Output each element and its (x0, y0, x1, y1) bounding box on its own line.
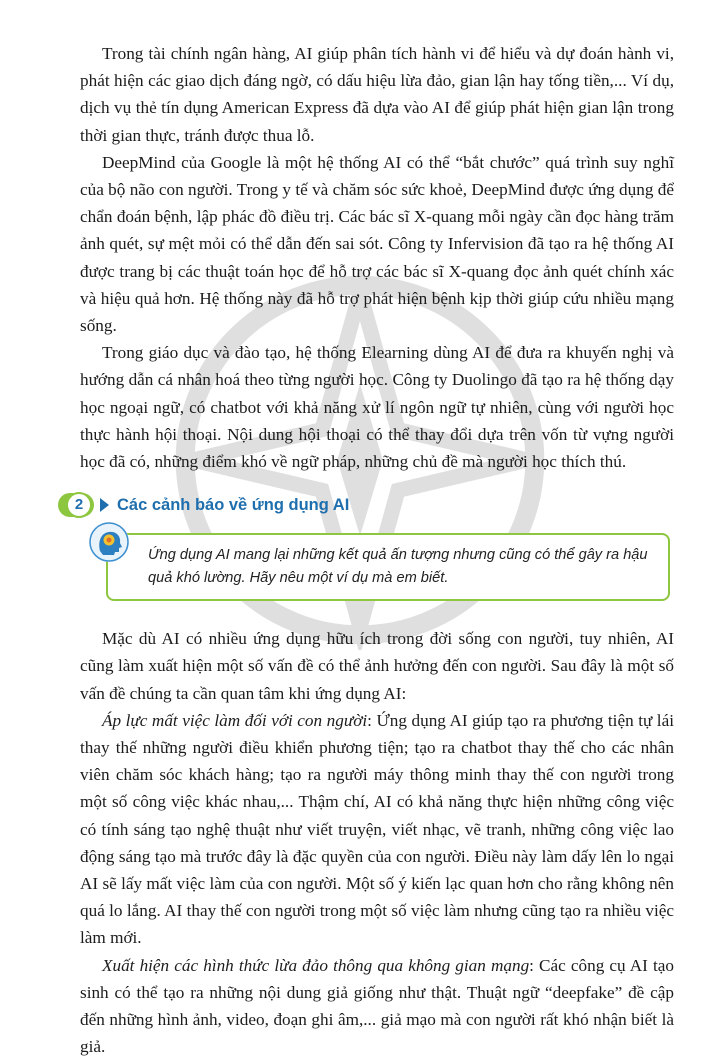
callout-question-text: Ứng dụng AI mang lại những kết quả ấn tượng nhưng cũng có thể gây ra hậu quả khó lường. Hãy nêu một ví dụ mà em biết. (148, 547, 648, 587)
point-body-fraud: : Các công cụ AI tạo sinh có thể tạo ra những nội dung giả giống như thật. Thuật ngữ “deepfake” đề cập đến những hình ảnh, video, đoạn ghi âm,... giả mạo mà con người rất khó nhận biết là giả. (80, 955, 674, 1057)
head-brain-icon (88, 521, 130, 563)
paragraph-intro: Mặc dù AI có nhiều ứng dụng hữu ích trong đời sống con người, tuy nhiên, AI cũng làm xuất hiện một số vấn đề có thể ảnh hưởng đến con người. Sau đây là một số vấn đề chúng ta cần quan tâm khi ứng dụng AI: (80, 629, 674, 703)
arrow-right-icon (100, 498, 109, 512)
section-title: Các cảnh báo về ứng dụng AI (117, 495, 350, 514)
section-number: 2 (66, 492, 92, 518)
point-body-job: : Ứng dụng AI giúp tạo ra phương tiện tự lái thay thế những người điều khiển phương tiện; tạo ra chatbot thay thế cho các nhân viên chăm sóc khách hàng; tạo ra người máy thông minh thay thế con người trong một số công việc khác nhau,... Thậm chí, AI có khả năng thực hiện những công việc có tính sáng tạo nghệ thuật như viết truyện, viết nhạc, vẽ tranh, những công việc lao động sáng tạo mà trước đây là đặc quyền của con người. Điều này làm dấy lên lo ngại AI sẽ lấy mất việc làm của con người. Một số ý kiến lạc quan hơn cho rằng không nên quá lo lắng. AI thay thế con người trong một số việc làm nhưng cũng tạo ra nhiều việc làm mới. (80, 710, 674, 948)
question-callout (106, 533, 670, 601)
paragraph-job-pressure (80, 707, 674, 952)
paragraph-healthcare: DeepMind của Google là một hệ thống AI có thể “bắt chước” quá trình suy nghĩ của bộ não con người. Trong y tế và chăm sóc sức khoẻ, DeepMind được ứng dụng để chẩn đoán bệnh, lập phác đồ điều trị. Các bác sĩ X-quang mỗi ngày cần đọc hàng trăm ảnh quét, sự mệt mỏi có thể dẫn đến sai sót. Công ty Infervision đã tạo ra hệ thống AI được trang bị các thuật toán học để hỗ trợ các bác sĩ X-quang đọc ảnh quét chính xác và hiệu quả hơn. Hệ thống này đã hỗ trợ phát hiện bệnh kịp thời giúp cứu nhiều mạng sống. (80, 152, 674, 336)
section-number-badge (58, 492, 98, 518)
section-heading (58, 489, 674, 521)
paragraph-fraud (80, 952, 674, 1061)
paragraph-banking: Trong tài chính ngân hàng, AI giúp phân tích hành vi để hiểu và dự đoán hành vi, phát hiện các giao dịch đáng ngờ, có dấu hiệu lừa đảo, gian lận hay tống tiền,... Ví dụ, dịch vụ thẻ tín dụng American Express đã dựa vào AI để giúp phát hiện gian lận trong thời gian thực, tránh được thua lỗ. (80, 44, 674, 145)
paragraph-education: Trong giáo dục và đào tạo, hệ thống Elearning dùng AI để đưa ra khuyến nghị và hướng dẫn cá nhân hoá theo từng người học. Công ty Duolingo đã tạo ra hệ thống dạy học ngoại ngữ, có chatbot với khả năng xử lí ngôn ngữ tự nhiên, cùng với người học thực hành hội thoại. Nội dung hội thoại có thể thay đổi dựa trên vốn từ vựng người học đã có, những điểm khó về ngữ pháp, những chủ đề mà người học thích thú. (80, 343, 674, 472)
point-lead-job: Áp lực mất việc làm đối với con người (102, 710, 368, 730)
textbook-page (74, 40, 674, 1061)
point-lead-fraud: Xuất hiện các hình thức lừa đảo thông qua không gian mạng (102, 955, 530, 975)
